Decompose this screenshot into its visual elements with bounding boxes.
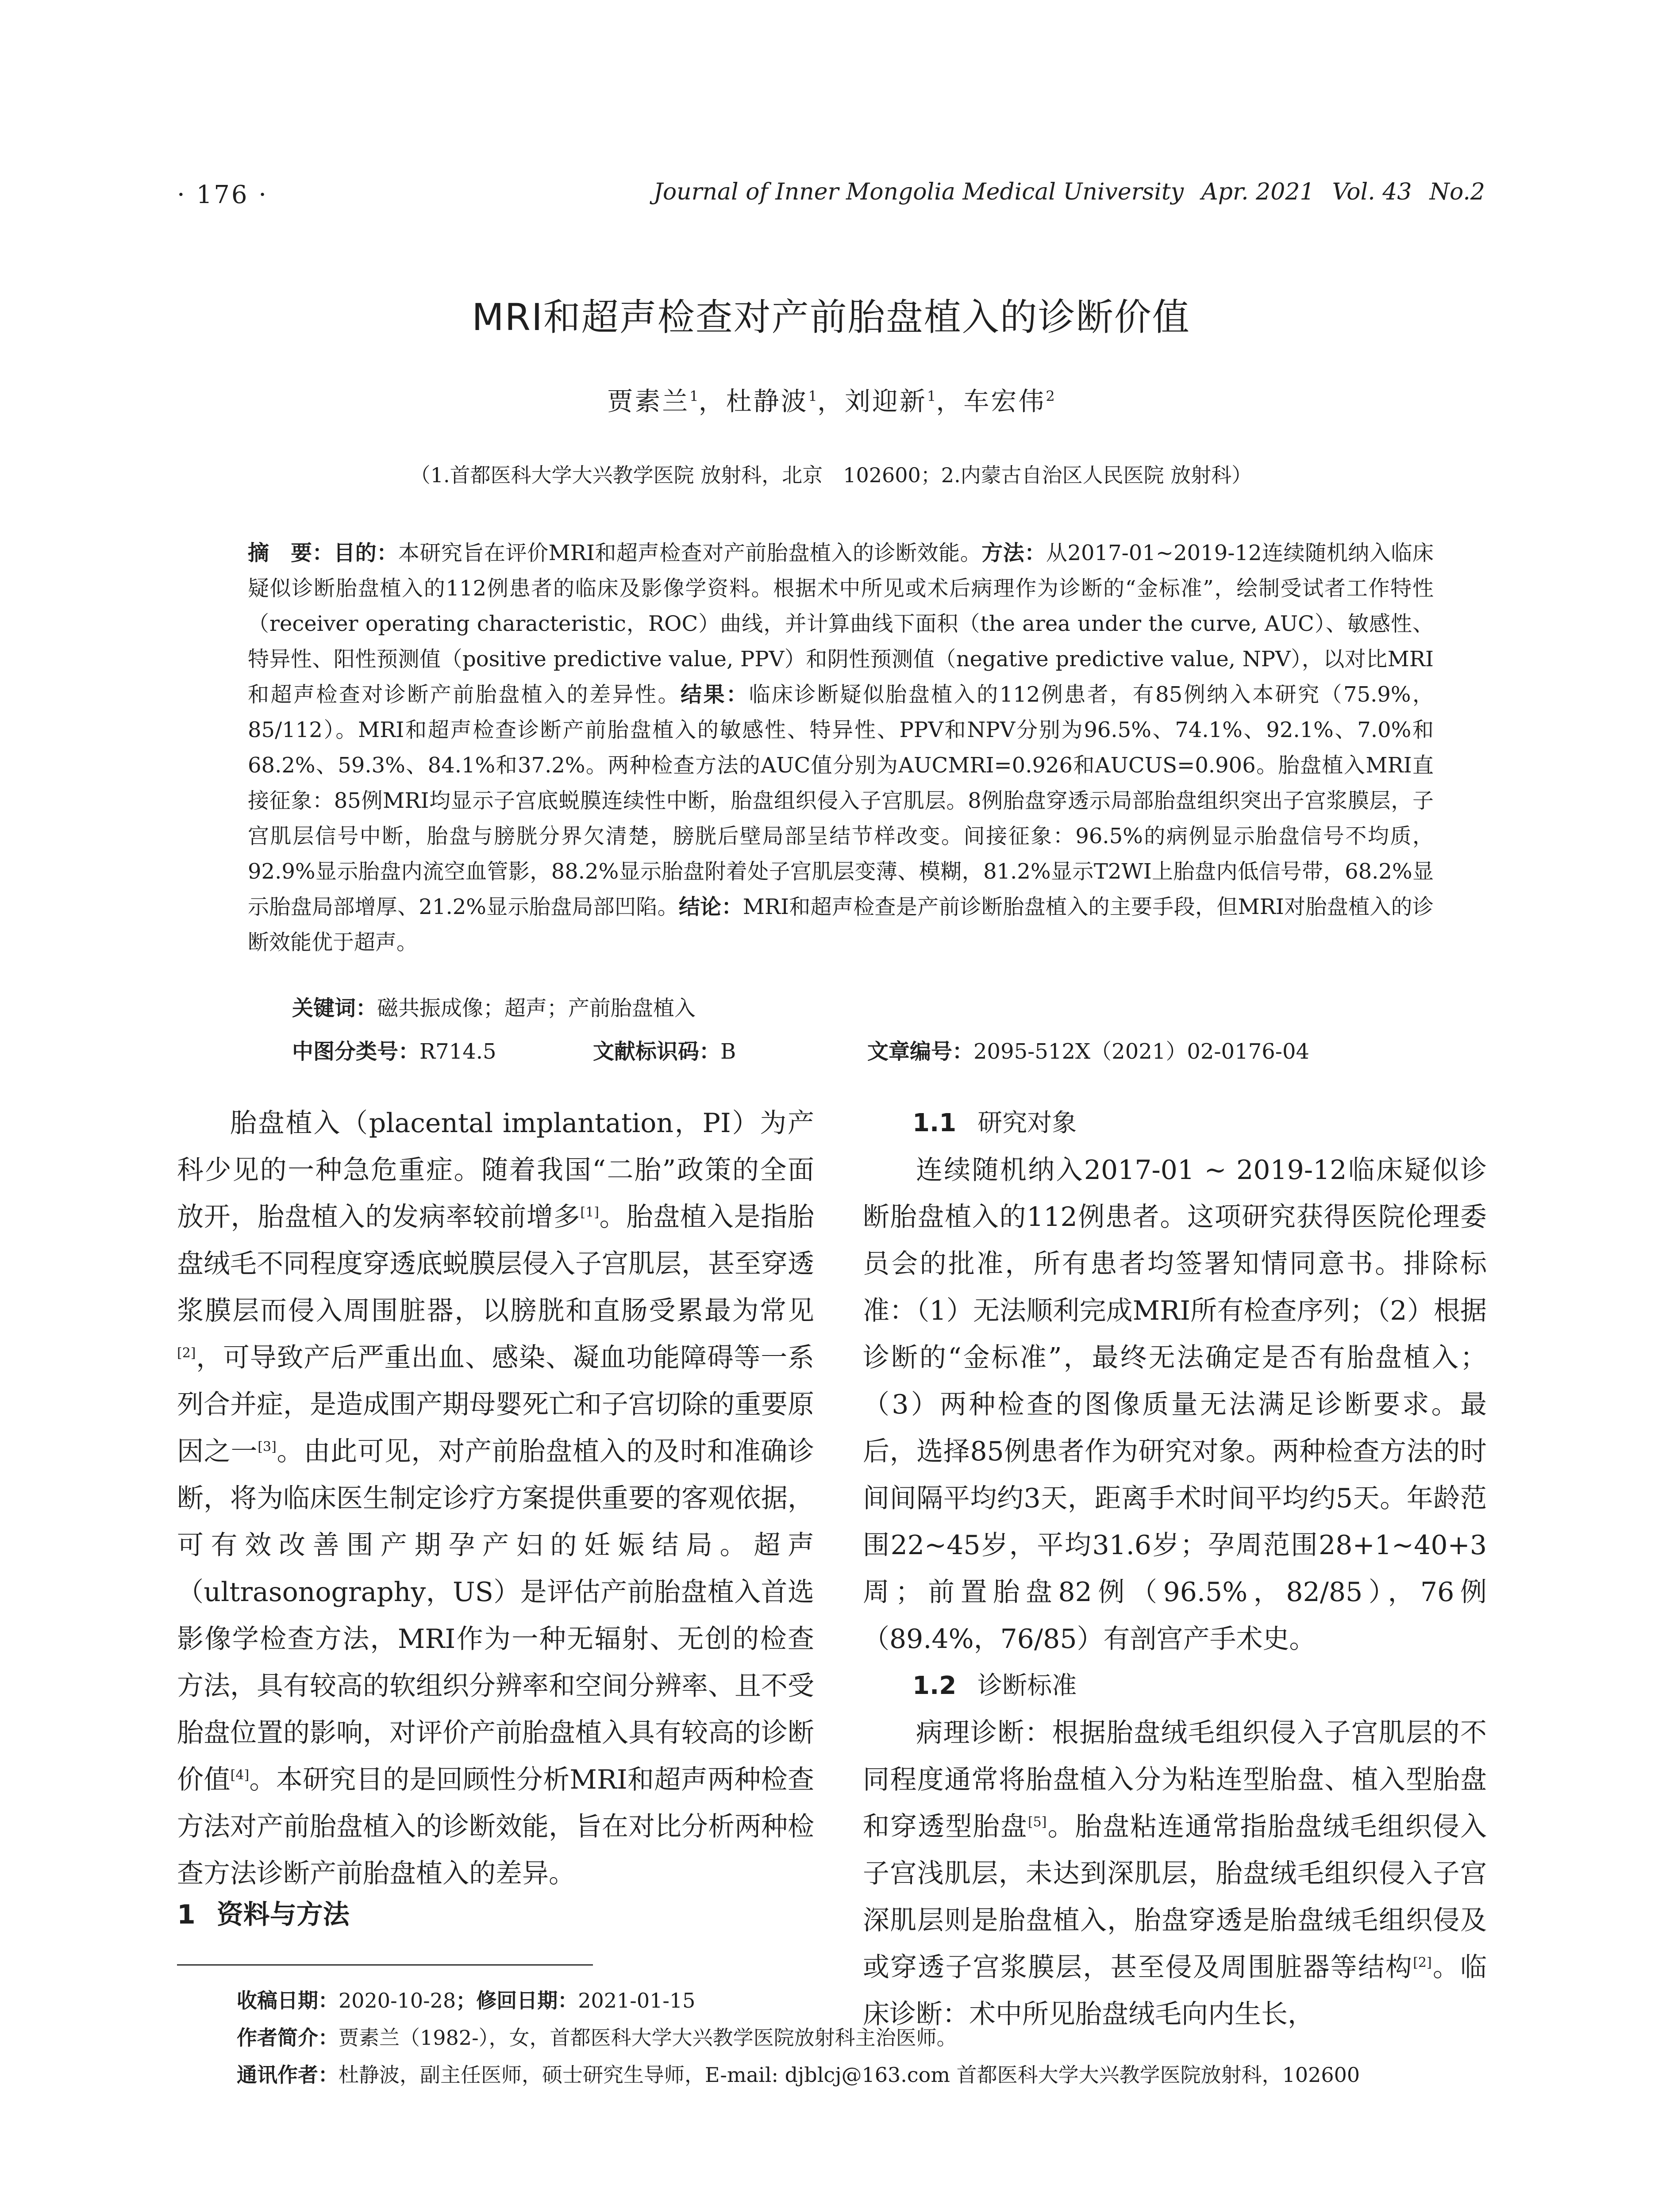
body-right-column: [863, 1100, 1487, 2038]
author-name: 车宏伟: [963, 386, 1046, 416]
journal-volume: Vol. 43: [1332, 179, 1412, 205]
result-label: 结果：: [681, 682, 749, 707]
received-date-line: [237, 1982, 1520, 2019]
criteria-text: 。胎盘粘连通常指胎盘绒毛组织侵入子宫浅肌层，未达到深肌层，胎盘绒毛组织侵入子宫深肌层则是胎盘植入，胎盘穿透是胎盘绒毛组织侵及或穿透子宫浆膜层，甚至侵及周围脏器等结构: [863, 1811, 1487, 1983]
author-bio-line: [237, 2019, 1520, 2056]
citation: [2]: [1413, 1955, 1432, 1970]
keywords-label: 关键词：: [292, 996, 377, 1021]
revised-label: ；修回日期：: [456, 1989, 578, 2012]
method-text: 从2017-01~2019-12连续随机纳入临床疑似诊断胎盘植入的112例患者的临床及影像学资料。根据术中所见或术后病理作为诊断的“金标准”，绘制受试者工作特性（receiver operating characteristic，ROC）曲线，并计算曲线下面积（the area under the curve, AUC）、敏感性、特异性、阳性预测值（positive predictive value, PPV）和阴性预测值（negative predictive value, NPV），以对比MRI和超声检查对诊断产前胎盘植入的差异性。: [248, 541, 1434, 707]
corresponding-author: 杜静波，副主任医师，硕士研究生导师，E-mail: djblcj@163.com 首都医科大学大兴教学医院放射科，102600: [339, 2063, 1360, 2087]
doc-code-label: 文献标识码：: [593, 1039, 721, 1064]
doc-code-value: B: [720, 1039, 736, 1064]
section-heading-1: [177, 1893, 350, 1932]
journal-date: Apr. 2021: [1201, 179, 1315, 205]
corresponding-author-line: [237, 2056, 1520, 2093]
received-label: 收稿日期：: [237, 1989, 339, 2012]
intro-text: ，可导致产后严重出血、感染、凝血功能障碍等一系列合并症，是造成围产期母婴死亡和子宫切除的重要原因之一: [177, 1342, 814, 1467]
subsection-title: 研究对象: [977, 1109, 1077, 1137]
intro-text: 。本研究目的是回顾性分析MRI和超声两种检查方法对产前胎盘植入的诊断效能，旨在对比分析两种检查方法诊断产前胎盘植入的差异。: [177, 1764, 815, 1889]
subsection-title: 诊断标准: [977, 1671, 1077, 1700]
footnote-divider: [177, 1964, 593, 1966]
citation: [4]: [230, 1767, 250, 1783]
citation: [5]: [1027, 1814, 1047, 1830]
journal-name: Journal of Inner Mongolia Medical University: [654, 179, 1184, 205]
citation: [3]: [258, 1439, 277, 1455]
objective-text: 本研究旨在评价MRI和超声检查对产前胎盘植入的诊断效能。: [398, 541, 982, 565]
study-subjects-paragraph: 连续随机纳入2017-01 ~ 2019-12临床疑似诊断胎盘植入的112例患者。这项研究获得医院伦理委员会的批准，所有患者均签署知情同意书。排除标准：（1）无法顺利完成MRI所有检查序列；（2）根据诊断的“金标准”，最终无法确定是否有胎盘植入；（3）两种检查的图像质量无法满足诊断要求。最后，选择85例患者作为研究对象。两种检查方法的时间间隔平均约3天，距离手术时间平均约5天。年龄范围22~45岁，平均31.6岁；孕周范围28+1~40+3周；前置胎盘82例（96.5%，82/85），76例（89.4%，76/85）有剖宫产手术史。: [863, 1155, 1487, 1655]
citation: [2]: [177, 1345, 196, 1361]
intro-paragraph: [177, 1100, 814, 1897]
author-affiliation-mark: 2: [1046, 388, 1055, 405]
corresponding-label: 通讯作者：: [237, 2063, 339, 2087]
clc-value: R714.5: [419, 1039, 496, 1064]
page-number: · 176 ·: [177, 180, 269, 209]
clc-label: 中图分类号：: [292, 1039, 420, 1064]
author-affiliation-mark: 1: [689, 388, 699, 405]
subsection-number: 1.1: [912, 1109, 957, 1137]
journal-issue: No.2: [1429, 179, 1485, 205]
author-name: 杜静波: [726, 386, 808, 416]
section-number: 1: [177, 1899, 196, 1930]
method-label: 方法：: [981, 541, 1046, 565]
intro-text: 胎盘植入（placental implantation，PI）为产科少见的一种急危重症。随着我国“二胎”政策的全面放开，胎盘植入的发病率较前增多: [177, 1108, 814, 1233]
keywords-text: 磁共振成像；超声；产前胎盘植入: [377, 996, 696, 1021]
subsection-heading-1-1: [863, 1100, 1487, 1147]
author-name: 刘迎新: [845, 386, 927, 416]
paper-title: MRI和超声检查对产前胎盘植入的诊断价值: [472, 296, 1190, 339]
abstract: [248, 535, 1434, 960]
criteria-text: 病理诊断：根据胎盘绒毛组织侵入子宫肌层的不同程度通常将胎盘植入分为粘连型胎盘、植入型胎盘和穿透型胎盘: [863, 1717, 1487, 1842]
author-affiliation-mark: 1: [808, 388, 817, 405]
result-text: 临床诊断疑似胎盘植入的112例患者，有85例纳入本研究（75.9%，85/112）。MRI和超声检查诊断产前胎盘植入的敏感性、特异性、PPV和NPV分别为96.5%、74.1%、92.1%、7.0%和68.2%、59.3%、84.1%和37.2%。两种检查方法的AUC值分别为AUCMRI=0.926和AUCUS=0.906。胎盘植入MRI直接征象：85例MRI均显示子宫底蜕膜连续性中断，胎盘组织侵入子宫肌层。8例胎盘穿透示局部胎盘组织突出子宫浆膜层，子宫肌层信号中断，胎盘与膀胱分界欠清楚，膀胱后壁局部呈结节样改变。间接征象：96.5%的病例显示胎盘信号不均质，92.9%显示胎盘内流空血管影，88.2%显示胎盘附着处子宫肌层变薄、模糊，81.2%显示T2WI上胎盘内低信号带，68.2%显示胎盘局部增厚、21.2%显示胎盘局部凹陷。: [248, 682, 1434, 919]
affiliations: （1.首都医科大学大兴教学医院 放射科，北京 102600；2.内蒙古自治区人民医院 放射科）: [410, 463, 1252, 487]
conclusion-text: MRI和超声检查是产前诊断胎盘植入的主要手段，但MRI对胎盘植入的诊断效能优于超声。: [248, 895, 1434, 955]
subsection-heading-1-2: [863, 1663, 1487, 1709]
revised-date: 2021-01-15: [578, 1989, 696, 2012]
author-bio: 贾素兰（1982-），女，首都医科大学大兴教学医院放射科主治医师。: [339, 2026, 957, 2050]
author-affiliation-mark: 1: [927, 388, 936, 405]
received-date: 2020-10-28: [339, 1989, 456, 2012]
journal-header: [654, 179, 1485, 205]
author-list: 贾素兰$^1$，杜静波$^1$，刘迎新$^1$，车宏伟$^2$: [607, 386, 1055, 416]
criteria-text: 。临床诊断：术中所见胎盘绒毛向内生长，: [863, 1952, 1487, 2030]
author-name: 贾素兰: [607, 386, 690, 416]
subsection-number: 1.2: [912, 1671, 957, 1700]
article-number-label: 文章编号：: [867, 1039, 974, 1064]
intro-text: 。由此可见，对产前胎盘植入的及时和准确诊断，将为临床医生制定诊疗方案提供重要的客观依据，可有效改善围产期孕产妇的妊娠结局。超声（ultrasonography，US）是评估产前胎盘植入首选影像学检查方法，MRI作为一种无辐射、无创的检查方法，具有较高的软组织分辨率和空间分辨率、且不受胎盘位置的影响，对评价产前胎盘植入具有较高的诊断价值: [177, 1436, 815, 1795]
article-number-value: 2095-512X（2021）02-0176-04: [973, 1039, 1310, 1064]
section-title: 资料与方法: [216, 1899, 350, 1930]
conclusion-label: 结论：: [678, 895, 743, 919]
keywords: [292, 991, 696, 1022]
citation: [1]: [580, 1205, 599, 1220]
body-left-column: [177, 1100, 814, 1897]
author-bio-label: 作者简介：: [237, 2026, 339, 2050]
footnotes: [237, 1982, 1520, 2093]
intro-text: 。胎盘植入是指胎盘绒毛不同程度穿透底蜕膜层侵入子宫肌层，甚至穿透浆膜层而侵入周围脏器，以膀胱和直肠受累最为常见: [177, 1202, 815, 1326]
abstract-label: 摘 要：: [248, 541, 334, 565]
objective-label: 目的：: [334, 541, 398, 565]
